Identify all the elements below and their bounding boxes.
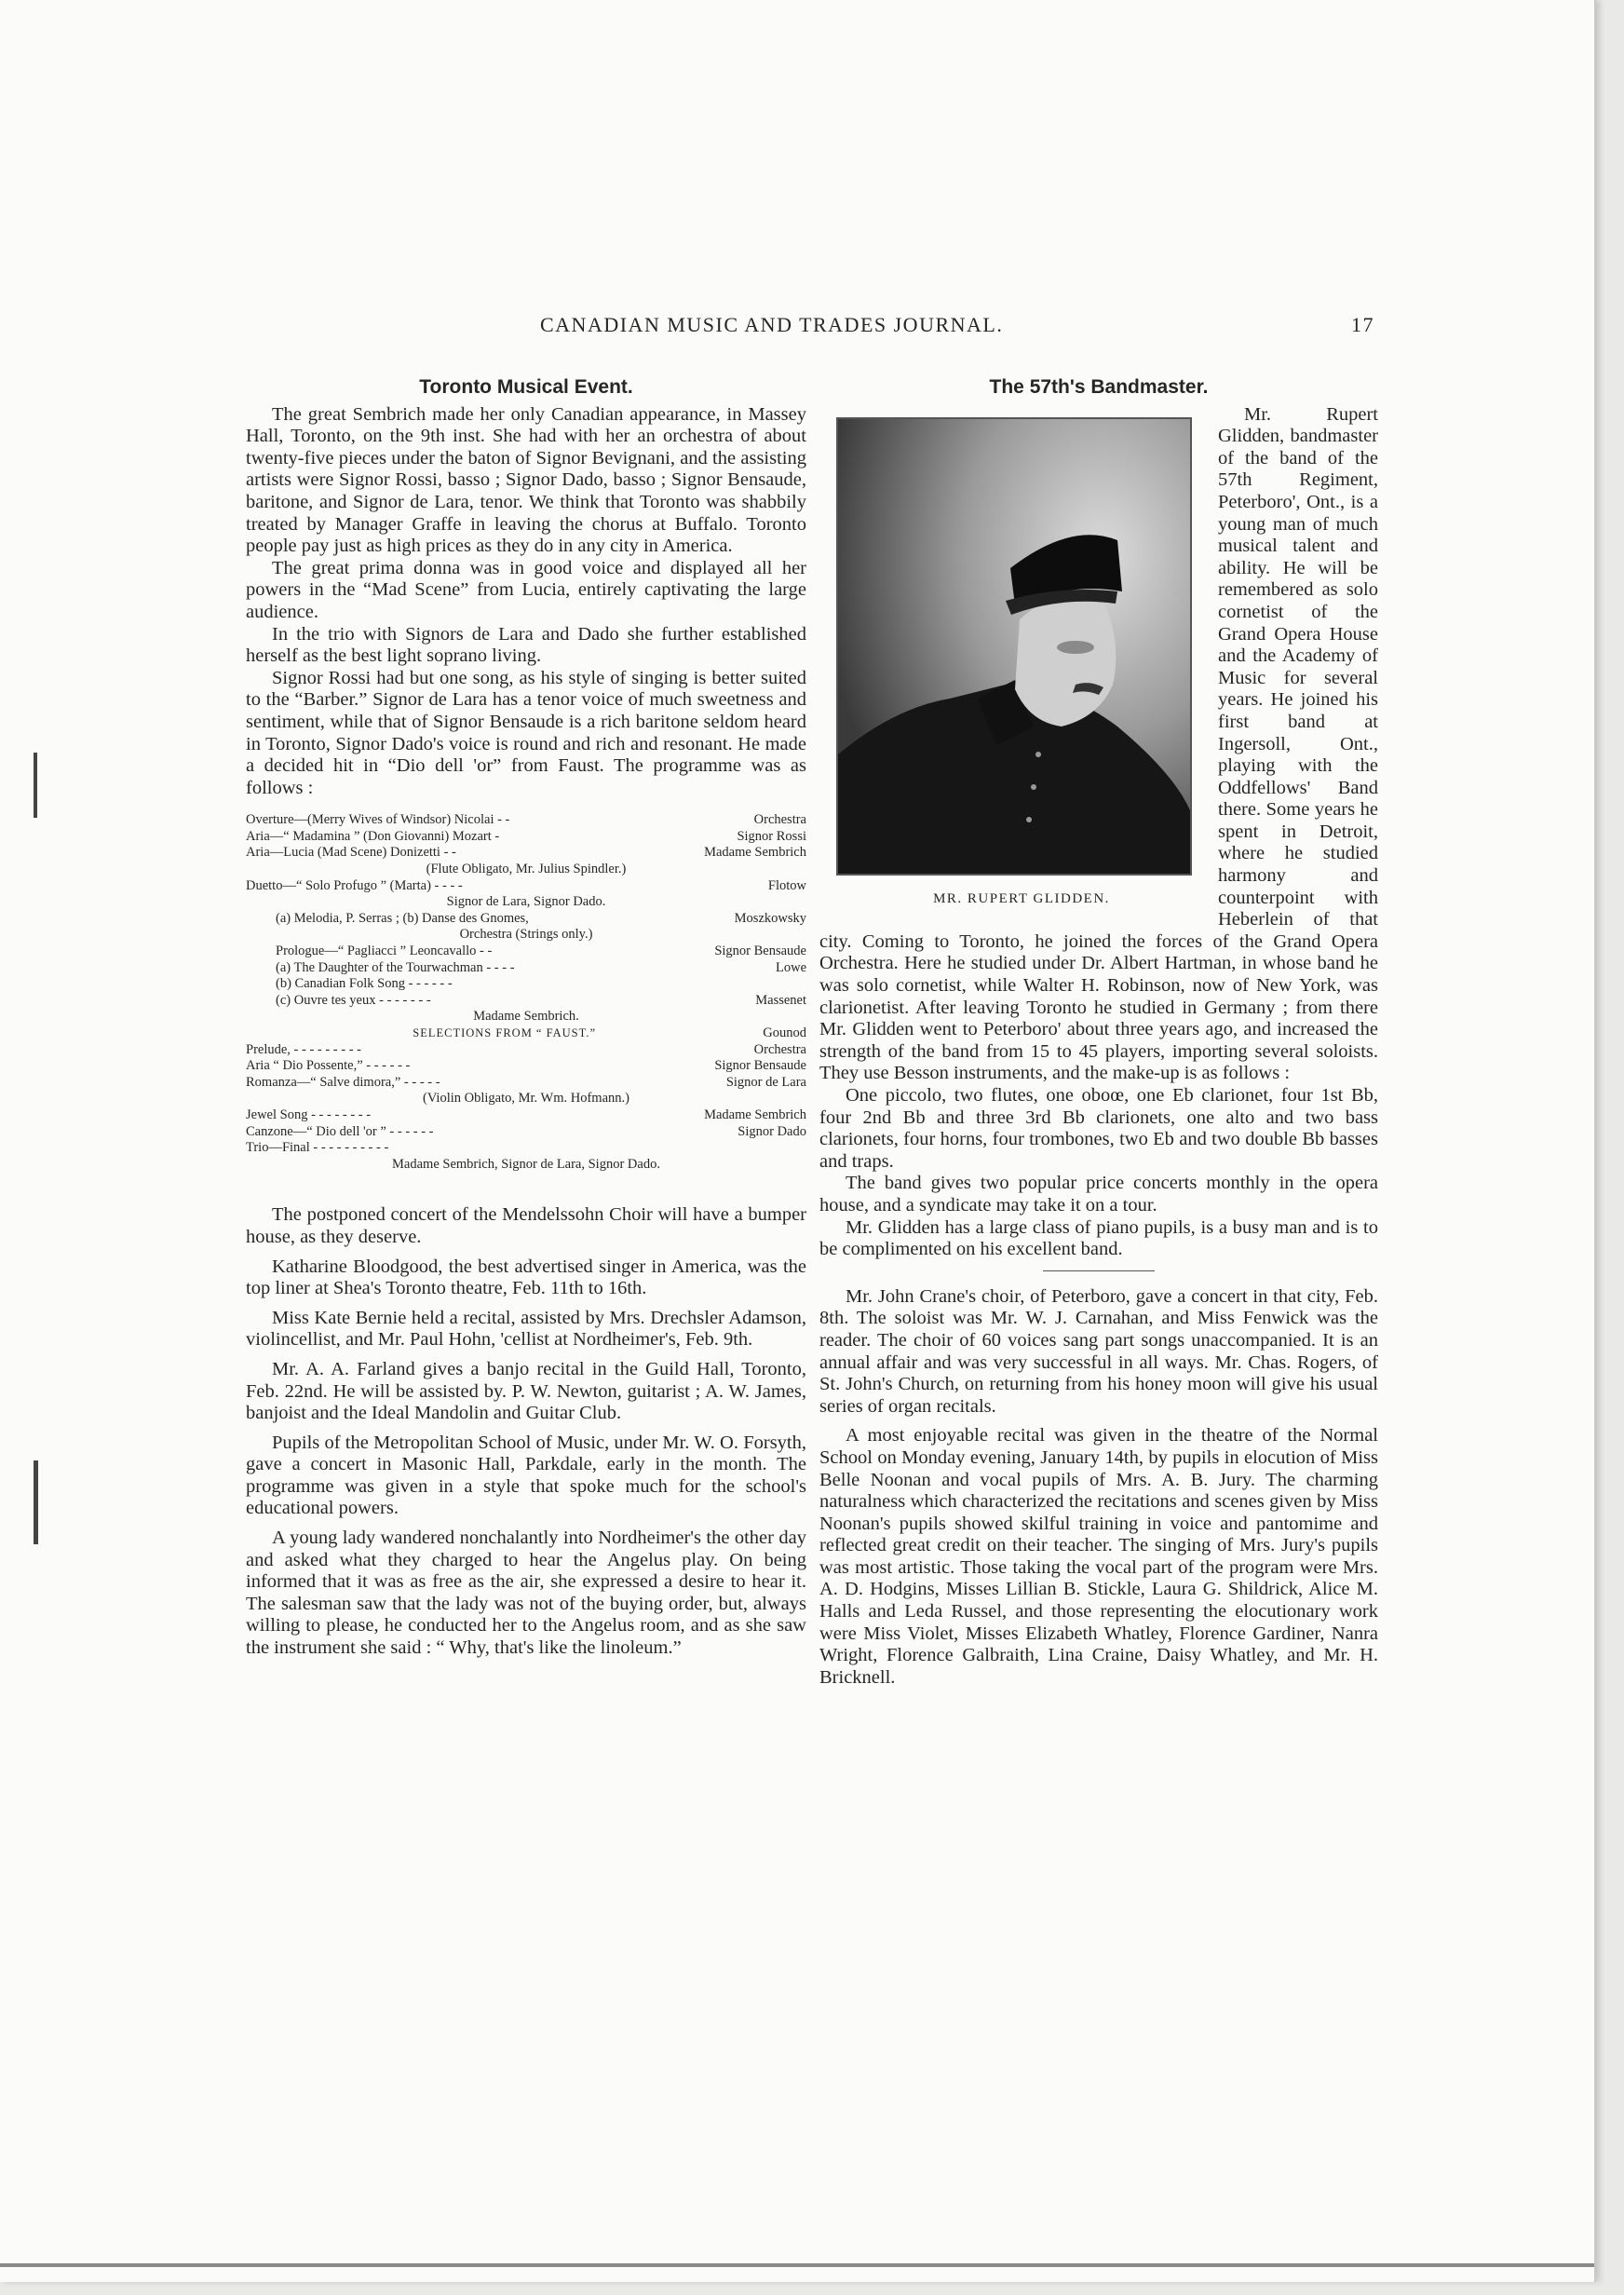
paragraph: Signor Rossi had but one song, as his style of singing is better suited to the “Barber.” Signor de Lara has a tenor voice of much sweetness and sentiment, while that of Signor Bensaude is a rich baritone seldom heard in Toronto, Signor Dado's voice is round and rich and resonant. He made a decided hit in “Dio dell 'or” from Faust. The programme was as follows : — [246, 667, 806, 798]
programme-item — [246, 1058, 806, 1075]
programme-piece: Jewel Song - - - - - - - - — [246, 1107, 372, 1122]
programme-credit: (Flute Obligato, Mr. Julius Spindler.) — [426, 862, 627, 877]
programme-performer: Signor Dado — [738, 1123, 806, 1139]
programme-piece: (b) Canadian Folk Song - - - - - - — [276, 976, 453, 992]
programme-performer: Signor de Lara — [725, 1074, 806, 1090]
programme-performer: Moszkowsky — [734, 910, 806, 926]
programme-performer: Signor Bensaude — [714, 1058, 806, 1074]
section-divider — [1043, 1270, 1155, 1271]
programme-item — [246, 1124, 806, 1141]
programme-item — [246, 812, 806, 829]
programme-credit: Signor de Lara, Signor Dado. — [446, 894, 606, 910]
programme-performer: Madame Sembrich — [704, 845, 806, 861]
programme-piece: (a) The Daughter of the Tourwachman - - - - — [276, 959, 515, 975]
programme-item — [246, 976, 806, 993]
programme-performer: Signor Bensaude — [714, 944, 806, 959]
programme-credit: Madame Sembrich. — [473, 1009, 579, 1025]
programme-piece: Trio—Final - - - - - - - - - - — [246, 1140, 389, 1156]
portrait-photo — [836, 417, 1192, 876]
article-heading: Toronto Musical Event. — [419, 376, 633, 398]
scan-mark — [34, 1460, 38, 1544]
programme-performer: Massenet — [755, 992, 806, 1008]
programme-piece: (c) Ouvre tes yeux - - - - - - - — [276, 992, 431, 1008]
portrait-illustration — [838, 419, 1190, 874]
programme-performer: Lowe — [775, 959, 806, 975]
programme-piece: (a) Melodia, P. Serras ; (b) Danse des Gnomes, — [276, 910, 529, 926]
paragraph: The postponed concert of the Mendelssohn Choir will have a bumper house, as they deserve. — [246, 1204, 806, 1247]
programme-item — [246, 1075, 806, 1092]
programme-credit: (Violin Obligato, Mr. Wm. Hofmann.) — [423, 1091, 629, 1107]
paragraph: One piccolo, two flutes, one oboœ, one Eb clarionet, four 1st Bb, four 2nd Bb and three 3rd Bb clarionets, one alto and two bass clarionets, four horns, four trombones, two Eb and two double Bb basses and traps. — [819, 1085, 1378, 1172]
paragraph: Mr. Glidden has a large class of piano pupils, is a busy man and is to be complimented on his excellent band. — [819, 1216, 1378, 1260]
programme-performer: Orchestra — [753, 1041, 806, 1057]
paragraph: The great prima donna was in good voice and displayed all her powers in the “Mad Scene” from Lucia, entirely captivating the large audience. — [246, 557, 806, 622]
programme-item — [246, 845, 806, 862]
programme-item — [246, 993, 806, 1010]
portrait-figure — [836, 417, 1207, 911]
scan-mark — [34, 753, 37, 818]
programme-item — [246, 944, 806, 960]
programme-item — [246, 1025, 806, 1042]
paragraph: Mr. Rupert Glidden, bandmaster of the band of the 57th Regiment, Peterboro', Ont., is a young man of much musical talent and ability. He will be remembered as solo cornetist of the Grand Opera House and the Academy of Music for several years. He joined his first band at Ingersoll, Ont., playing with the Oddfellows' Band there. Some years he spent in Detroit, where he studied harmony and counterpoint with Heberlein of that city. Coming to Toronto, he joined the forces of the Grand Opera Orchestra. Here he studied under Dr. Albert Hartman, in whose band he was solo cornetist, while Walter H. Robinson, now of New York, was clarionetist. After leaving Toronto he studied in Germany ; from there Mr. Glidden went to Peterboro' about three years ago, and increased the strength of the band from 15 to 45 players, importing several soloists. They use Besson instruments, and the make-up is as follows : — [819, 403, 1378, 1084]
article-heading: The 57th's Bandmaster. — [989, 376, 1209, 398]
journal-title: CANADIAN MUSIC AND TRADES JOURNAL. — [540, 313, 1004, 336]
programme-piece: SELECTIONS FROM “ FAUST.” — [413, 1026, 597, 1039]
right-column — [819, 376, 1378, 1689]
programme-piece: Canzone—“ Dio dell 'or ” - - - - - - — [246, 1123, 434, 1139]
programme-piece: Duetto—“ Solo Profugo ” (Marta) - - - - — [246, 877, 463, 893]
photo-caption: MR. RUPERT GLIDDEN. — [933, 890, 1110, 906]
programme-credit: Orchestra (Strings only.) — [459, 927, 593, 943]
paragraph: In the trio with Signors de Lara and Dado she further established herself as the best light soprano living. — [246, 623, 806, 667]
scan-mark — [0, 2263, 1594, 2267]
paragraph: A most enjoyable recital was given in the theatre of the Normal School on Monday evening, January 14th, by pupils in elocution of Miss Belle Noonan and vocal pupils of Mrs. A. B. Jury. The charming naturalness which characterized the recitations and scenes given by Miss Noonan's pupils showed skilful training in voice and pantomime and reflected great credit on their teacher. The singing of Mrs. Jury's pupils was most artistic. Those taking the vocal part of the program were Mrs. A. D. Hodgins, Misses Lillian B. Stickle, Laura G. Shildrick, Alice M. Halls and Leda Russel, and those representing the elocutionary work were Miss Violet, Misses Elizabeth Whatley, Florence Gardiner, Nanra Wright, Florence Galbraith, Lina Craine, Daisy Whatley, and Mr. H. Bricknell. — [819, 1425, 1378, 1688]
programme-performer: Madame Sembrich — [704, 1107, 806, 1122]
programme-piece: Prologue—“ Pagliacci ” Leoncavallo - - — [276, 944, 493, 959]
paragraph: Pupils of the Metropolitan School of Music, under Mr. W. O. Forsyth, gave a concert in Masonic Hall, Parkdale, early in the month. The programme was given in a style that spoke much for the school's educational powers. — [246, 1432, 806, 1519]
programme-item — [246, 1107, 806, 1124]
programme-piece: Aria—Lucia (Mad Scene) Donizetti - - — [246, 845, 456, 861]
paragraph: Mr. A. A. Farland gives a banjo recital in the Guild Hall, Toronto, Feb. 22nd. He will be assisted by. P. W. Newton, guitarist ; A. W. James, banjoist and the Ideal Mandolin and Guitar Club. — [246, 1358, 806, 1424]
programme-item — [246, 1042, 806, 1059]
left-column — [246, 376, 806, 1660]
programme-performer: Flotow — [767, 877, 806, 893]
programme-piece: Romanza—“ Salve dimora,” - - - - - — [246, 1074, 440, 1090]
programme-performer: Signor Rossi — [737, 828, 806, 844]
paragraph: Mr. John Crane's choir, of Peterboro, gave a concert in that city, Feb. 8th. The soloist was Mr. W. J. Carnahan, and Miss Fenwick was the reader. The choir of 60 voices sang part songs unaccompanied. It is an annual affair and was very successful in all ways. Mr. Chas. Rogers, of St. John's Church, on returning from his honey moon will give his usual series of organ recitals. — [819, 1285, 1378, 1417]
paragraph: The great Sembrich made her only Canadian appearance, in Massey Hall, Toronto, on the 9th inst. She had with her an orchestra of about twenty-five pieces under the baton of Signor Bevignani, and the assisting artists were Signor Rossi, basso ; Signor Dado, basso ; Signor Bensaude, baritone, and Signor de Lara, tenor. We think that Toronto was shabbily treated by Manager Graffe in leaving the chorus at Buffalo. Toronto people pay just as high prices as they do in any city in America. — [246, 403, 806, 557]
programme-piece: Overture—(Merry Wives of Windsor) Nicolai - - — [246, 812, 510, 828]
programme-performer: Gounod — [763, 1025, 806, 1040]
programme-credit: Madame Sembrich, Signor de Lara, Signor Dado. — [392, 1156, 660, 1172]
paragraph: Miss Kate Bernie held a recital, assisted by Mrs. Drechsler Adamson, violincellist, and Mr. Paul Hohn, 'cellist at Nordheimer's, Feb. 9th. — [246, 1307, 806, 1351]
paragraph: The band gives two popular price concerts monthly in the opera house, and a syndicate may take it on a tour. — [819, 1173, 1378, 1215]
programme-piece: Aria “ Dio Possente,” - - - - - - — [246, 1058, 411, 1074]
bandmaster-article — [819, 404, 1378, 1085]
programme-item — [246, 911, 806, 928]
programme-item — [246, 829, 806, 846]
programme-piece: Prelude, - - - - - - - - - — [246, 1041, 362, 1057]
programme-item — [246, 1140, 806, 1157]
programme-piece: Aria—“ Madamina ” (Don Giovanni) Mozart - — [246, 828, 500, 844]
programme-performer: Orchestra — [753, 812, 806, 828]
paragraph: Katharine Bloodgood, the best advertised singer in America, was the top liner at Shea's Toronto theatre, Feb. 11th to 16th. — [246, 1256, 806, 1299]
programme-item — [246, 960, 806, 977]
programme-item — [246, 878, 806, 895]
page-number: 17 — [1351, 313, 1374, 336]
concert-programme — [246, 812, 806, 1173]
paragraph: A young lady wandered nonchalantly into Nordheimer's the other day and asked what they charged to hear the Angelus play. On being informed that it was as free as the air, she expressed a desire to hear it. The salesman saw that the lady was not of the buying order, but, always willing to please, he conducted her to the Angelus room, and as she saw the instrument she said : “ Why, that's like the linoleum.” — [246, 1528, 806, 1659]
